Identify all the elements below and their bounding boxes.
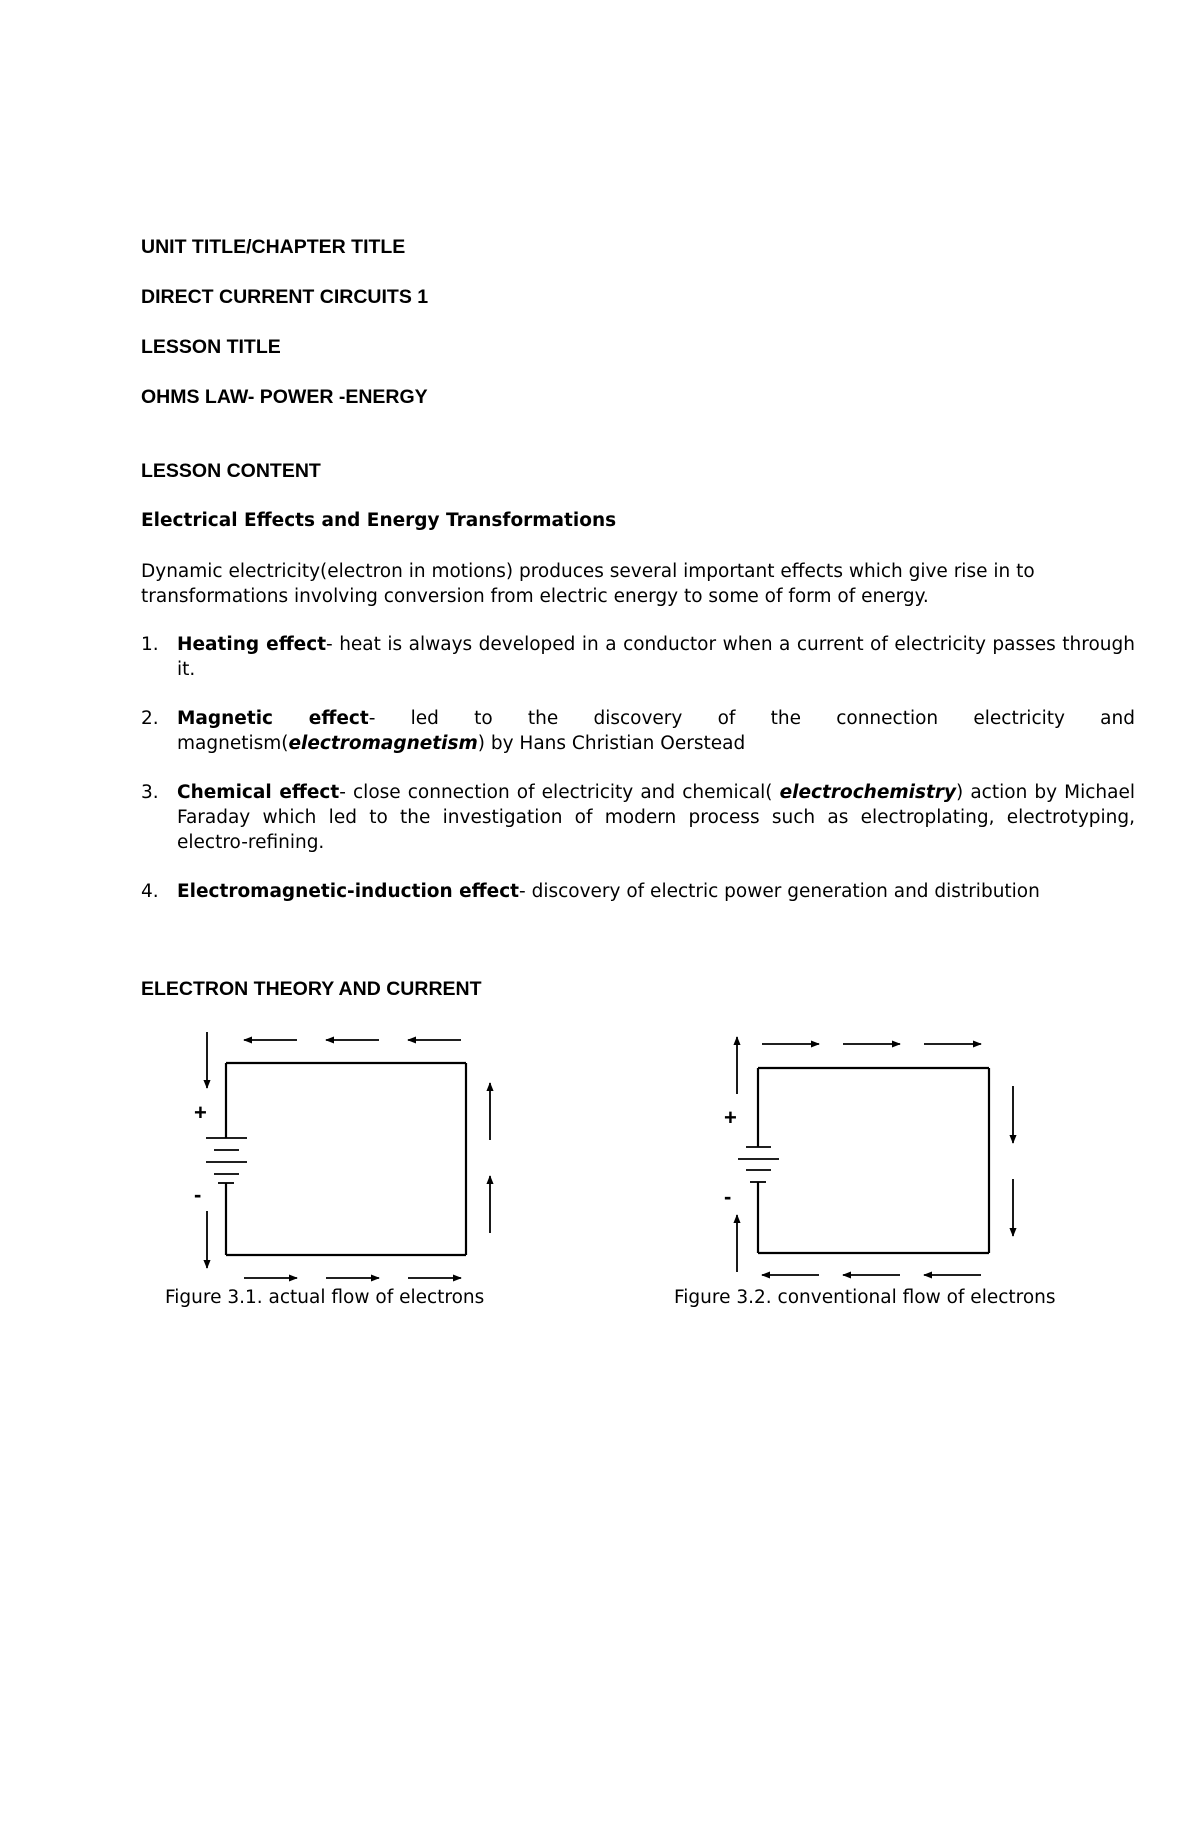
section-title: Electrical Effects and Energy Transformations <box>141 510 617 531</box>
lesson-content-label: LESSON CONTENT <box>141 460 321 482</box>
list-item-number: 4. <box>141 881 159 902</box>
lesson-title: OHMS LAW- POWER -ENERGY <box>141 386 428 408</box>
battery-plus-sign: + <box>194 1100 207 1125</box>
effect-description: - discovery of electric power generation and distribution <box>519 881 1040 902</box>
effect-name: Chemical effect <box>177 782 340 803</box>
list-item <box>141 706 1135 756</box>
intro-paragraph: Dynamic electricity(electron in motions) produces several important effects which give rise in to transformations involving conversion from electric energy to some of form of energy. <box>141 561 1035 607</box>
effect-description: - close connection of electricity and chemical( <box>339 782 780 803</box>
list-item <box>141 879 1135 904</box>
battery-plus-sign: + <box>724 1105 737 1130</box>
battery-minus-sign: - <box>194 1182 202 1207</box>
list-item-number: 3. <box>141 782 159 803</box>
effect-description: - led to the discovery of the connection electricity and magnetism( <box>177 708 1135 754</box>
effect-description-end: ) by Hans Christian Oerstead <box>477 733 746 754</box>
figure-caption-3-1: Figure 3.1. actual flow of electrons <box>165 1287 485 1308</box>
unit-title: DIRECT CURRENT CIRCUITS 1 <box>141 286 429 308</box>
effect-emphasis: electromagnetism <box>288 733 478 754</box>
lesson-title-label: LESSON TITLE <box>141 336 281 358</box>
circuit-diagram-actual-flow <box>189 1028 539 1278</box>
list-item <box>141 780 1135 855</box>
figure-caption-3-2: Figure 3.2. conventional flow of electrons <box>674 1287 1056 1308</box>
list-item-number: 1. <box>141 634 159 655</box>
circuit-diagram-conventional-flow <box>716 1032 1066 1282</box>
effect-name: Electromagnetic-induction effect <box>177 881 520 902</box>
list-item <box>141 632 1135 682</box>
document-page <box>141 0 1135 1835</box>
battery-symbol <box>206 1138 247 1183</box>
electron-flow-arrows <box>737 1037 1013 1275</box>
effect-emphasis: electrochemistry <box>779 782 957 803</box>
electron-flow-arrows <box>207 1032 490 1278</box>
effect-name: Magnetic effect <box>177 708 369 729</box>
effects-list <box>141 632 1135 904</box>
effect-description: - heat is always developed in a conductor when a current of electricity passes through it. <box>177 634 1135 680</box>
effect-description-end: ) action by Michael Faraday which led to the investigation of modern process such as electroplating, electrotyping, electro-refining. <box>177 782 1136 853</box>
unit-title-label: UNIT TITLE/CHAPTER TITLE <box>141 236 406 258</box>
list-item-number: 2. <box>141 708 159 729</box>
circuit-wire <box>758 1068 989 1253</box>
circuit-wire <box>226 1063 466 1255</box>
battery-symbol <box>738 1147 779 1182</box>
section2-title: ELECTRON THEORY AND CURRENT <box>141 978 482 1000</box>
effect-name: Heating effect <box>177 634 327 655</box>
battery-minus-sign: - <box>724 1184 732 1209</box>
